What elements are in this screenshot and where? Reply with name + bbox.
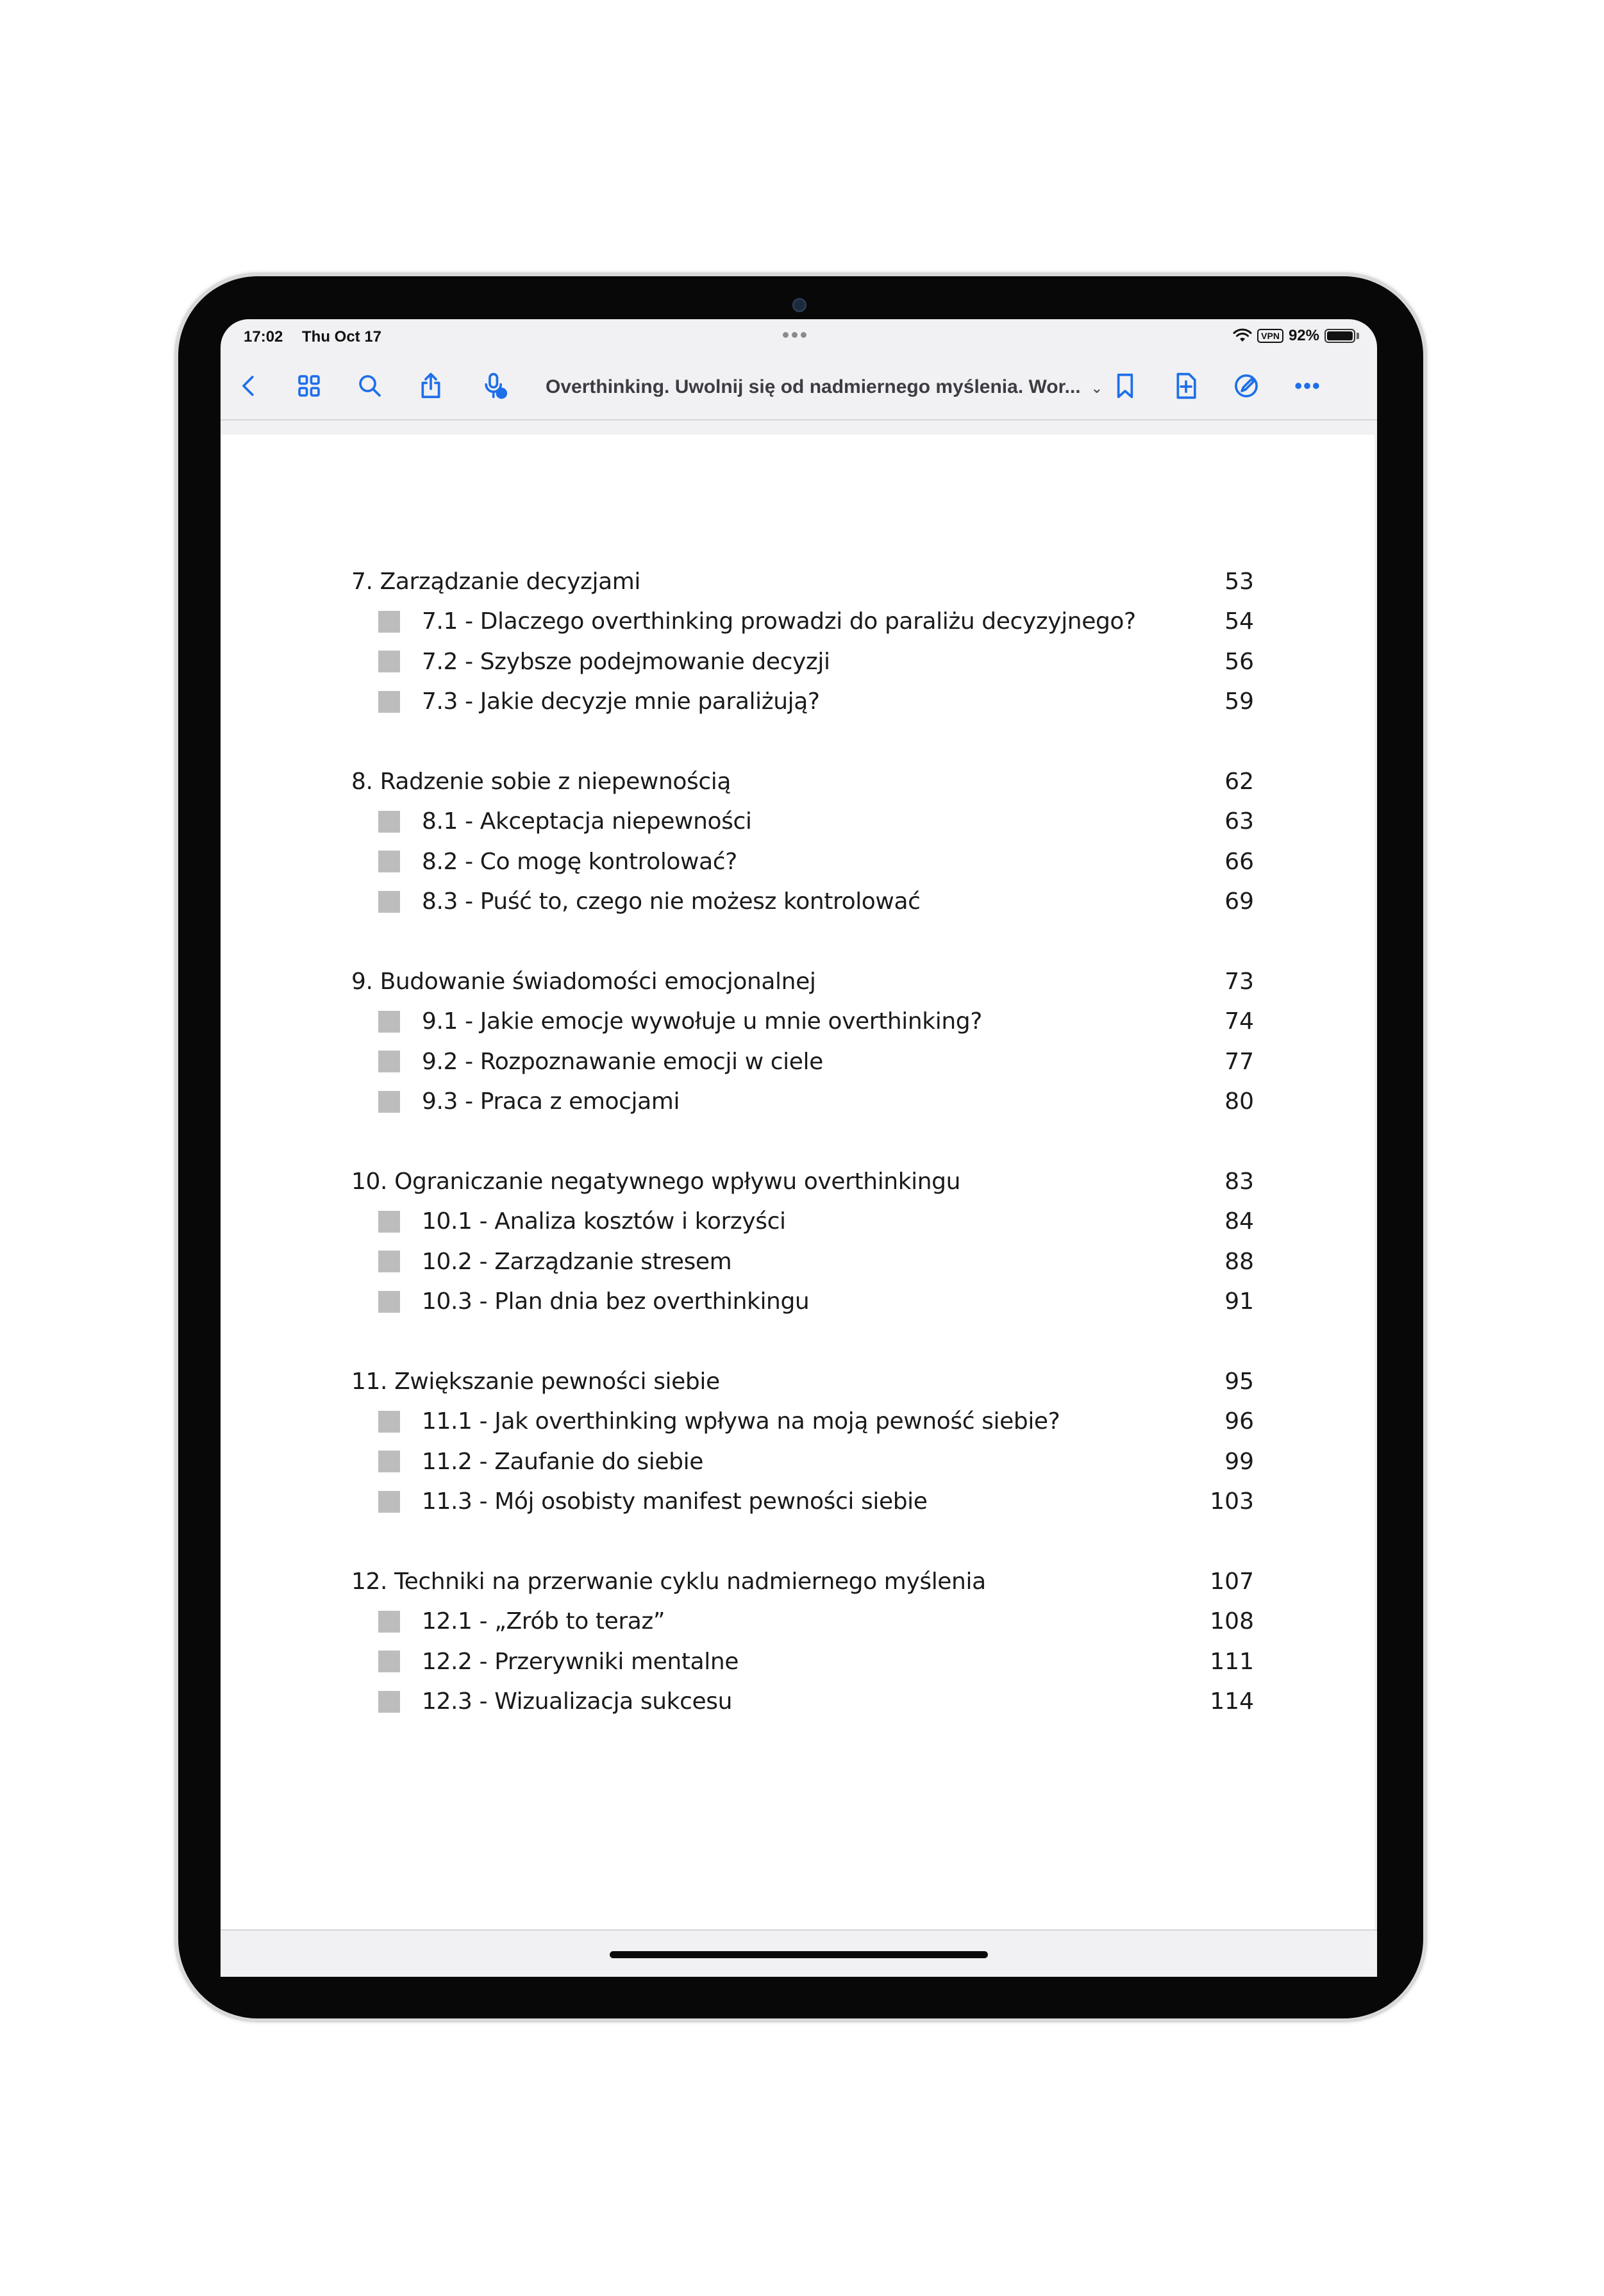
- toc-subsection-title: 12.2 - Przerywniki mentalne: [422, 1648, 739, 1675]
- vpn-badge: VPN: [1257, 329, 1283, 343]
- toc-page-number: 107: [1210, 1568, 1254, 1595]
- screen: [221, 319, 1377, 1976]
- toc-subsection[interactable]: [351, 1442, 1254, 1482]
- toc-subsection[interactable]: [351, 1202, 1254, 1242]
- toc-page-number: 63: [1224, 808, 1254, 835]
- toc-chapter[interactable]: [351, 1561, 1254, 1602]
- back-icon[interactable]: [231, 368, 267, 404]
- toc-page-number: 59: [1224, 688, 1254, 715]
- toc-page-number: 54: [1224, 608, 1254, 635]
- toc-page-number: 108: [1210, 1608, 1254, 1635]
- table-of-contents: [351, 562, 1254, 1761]
- markup-icon[interactable]: [1228, 368, 1264, 404]
- toc-subsection-title: 8.1 - Akceptacja niepewności: [422, 808, 752, 835]
- toc-section: [351, 1361, 1254, 1522]
- square-bullet-icon: [378, 891, 400, 913]
- square-bullet-icon: [378, 1291, 400, 1313]
- toc-subsection[interactable]: [351, 802, 1254, 842]
- toc-subsection-title: 7.1 - Dlaczego overthinking prowadzi do paraliżu decyzyjnego?: [422, 608, 1136, 635]
- toc-chapter-title: 8. Radzenie sobie z niepewnością: [351, 768, 731, 795]
- toc-chapter-title: 7. Zarządzanie decyzjami: [351, 568, 641, 595]
- square-bullet-icon: [378, 611, 400, 633]
- battery-icon: [1324, 329, 1355, 343]
- wifi-icon: [1233, 329, 1252, 343]
- square-bullet-icon: [378, 691, 400, 713]
- document-title-menu[interactable]: [546, 376, 1103, 398]
- share-icon[interactable]: [413, 368, 449, 404]
- toc-page-number: 69: [1224, 888, 1254, 915]
- square-bullet-icon: [378, 1491, 400, 1513]
- toc-subsection[interactable]: [351, 602, 1254, 642]
- toc-subsection-title: 11.1 - Jak overthinking wpływa na moją pewność siebie?: [422, 1408, 1060, 1435]
- status-date: Thu Oct 17: [302, 328, 382, 345]
- square-bullet-icon: [378, 1611, 400, 1633]
- toc-page-number: 114: [1210, 1688, 1254, 1715]
- status-time: 17:02: [244, 328, 283, 345]
- toc-page-number: 77: [1224, 1048, 1254, 1075]
- toc-subsection[interactable]: [351, 1282, 1254, 1322]
- toc-chapter-title: 11. Zwiększanie pewności siebie: [351, 1368, 720, 1395]
- toc-chapter[interactable]: [351, 961, 1254, 1002]
- square-bullet-icon: [378, 651, 400, 672]
- toc-page-number: 66: [1224, 848, 1254, 875]
- document-page[interactable]: [221, 435, 1374, 1929]
- toc-chapter-title: 9. Budowanie świadomości emocjonalnej: [351, 968, 816, 995]
- toc-subsection-title: 8.3 - Puść to, czego nie możesz kontrolować: [422, 888, 921, 915]
- square-bullet-icon: [378, 811, 400, 833]
- front-camera: [792, 298, 806, 312]
- toc-chapter[interactable]: [351, 562, 1254, 602]
- toc-subsection-title: 8.2 - Co mogę kontrolować?: [422, 848, 737, 875]
- toc-subsection[interactable]: [351, 1482, 1254, 1522]
- toc-subsection[interactable]: [351, 1642, 1254, 1682]
- toc-subsection[interactable]: [351, 882, 1254, 922]
- toc-section: [351, 961, 1254, 1122]
- square-bullet-icon: [378, 1411, 400, 1433]
- toc-page-number: 91: [1224, 1288, 1254, 1315]
- toc-page-number: 62: [1224, 768, 1254, 795]
- voice-icon[interactable]: [477, 368, 513, 404]
- toc-subsection-title: 9.3 - Praca z emocjami: [422, 1088, 680, 1115]
- toc-subsection[interactable]: [351, 842, 1254, 882]
- toc-page-number: 80: [1224, 1088, 1254, 1115]
- document-title: Overthinking. Uwolnij się od nadmiernego myślenia. Wor...: [546, 376, 1081, 397]
- toc-page-number: 84: [1224, 1208, 1254, 1235]
- toc-section: [351, 761, 1254, 922]
- toc-page-number: 111: [1210, 1648, 1254, 1675]
- toc-subsection[interactable]: [351, 1042, 1254, 1082]
- square-bullet-icon: [378, 1211, 400, 1233]
- status-indicators: [1233, 327, 1359, 345]
- toc-subsection-title: 9.2 - Rozpoznawanie emocji w ciele: [422, 1048, 823, 1075]
- toc-subsection-title: 10.3 - Plan dnia bez overthinkingu: [422, 1288, 810, 1315]
- search-icon[interactable]: [352, 368, 388, 404]
- toc-subsection[interactable]: [351, 1402, 1254, 1442]
- toc-subsection-title: 7.2 - Szybsze podejmowanie decyzji: [422, 648, 830, 675]
- toc-section: [351, 1561, 1254, 1722]
- toc-page-number: 95: [1224, 1368, 1254, 1395]
- status-bar: [221, 319, 1377, 354]
- toc-section: [351, 562, 1254, 722]
- toc-subsection-title: 10.1 - Analiza kosztów i korzyści: [422, 1208, 786, 1235]
- toc-subsection[interactable]: [351, 1602, 1254, 1642]
- toc-page-number: 74: [1224, 1008, 1254, 1035]
- toc-subsection[interactable]: [351, 642, 1254, 682]
- square-bullet-icon: [378, 1091, 400, 1113]
- toc-subsection-title: 11.3 - Mój osobisty manifest pewności siebie: [422, 1488, 928, 1515]
- toc-page-number: 99: [1224, 1448, 1254, 1475]
- toc-chapter-title: 10. Ograniczanie negatywnego wpływu overthinkingu: [351, 1168, 961, 1195]
- square-bullet-icon: [378, 1451, 400, 1472]
- toc-page-number: 56: [1224, 648, 1254, 675]
- toc-page-number: 96: [1224, 1408, 1254, 1435]
- bookmark-icon[interactable]: [1107, 368, 1143, 404]
- toolbar: [221, 354, 1377, 420]
- square-bullet-icon: [378, 1011, 400, 1033]
- toc-chapter[interactable]: [351, 1161, 1254, 1202]
- toc-subsection-title: 9.1 - Jakie emocje wywołuje u mnie overthinking?: [422, 1008, 982, 1035]
- home-indicator[interactable]: [610, 1951, 988, 1958]
- square-bullet-icon: [378, 1251, 400, 1272]
- add-page-icon[interactable]: [1168, 368, 1204, 404]
- toc-page-number: 88: [1224, 1248, 1254, 1275]
- toc-chapter-title: 12. Techniki na przerwanie cyklu nadmiernego myślenia: [351, 1568, 986, 1595]
- battery-percent: 92%: [1288, 327, 1319, 344]
- toc-subsection[interactable]: [351, 1682, 1254, 1722]
- toc-page-number: 73: [1224, 968, 1254, 995]
- square-bullet-icon: [378, 851, 400, 872]
- toc-subsection-title: 11.2 - Zaufanie do siebie: [422, 1448, 703, 1475]
- square-bullet-icon: [378, 1691, 400, 1713]
- toc-subsection-title: 10.2 - Zarządzanie stresem: [422, 1248, 732, 1275]
- multitasking-handle[interactable]: [783, 332, 806, 338]
- toc-subsection-title: 12.3 - Wizualizacja sukcesu: [422, 1688, 733, 1715]
- toc-chapter[interactable]: [351, 761, 1254, 802]
- toc-subsection-title: 7.3 - Jakie decyzje mnie paraliżują?: [422, 688, 820, 715]
- toc-chapter[interactable]: [351, 1361, 1254, 1402]
- toc-subsection[interactable]: [351, 682, 1254, 722]
- more-icon[interactable]: [1289, 368, 1325, 404]
- toc-page-number: 103: [1210, 1488, 1254, 1515]
- toc-subsection[interactable]: [351, 1082, 1254, 1122]
- toc-section: [351, 1161, 1254, 1322]
- grid-icon[interactable]: [291, 368, 327, 404]
- toc-subsection[interactable]: [351, 1002, 1254, 1042]
- toc-page-number: 53: [1224, 568, 1254, 595]
- toc-subsection-title: 12.1 - „Zrób to teraz”: [422, 1608, 665, 1635]
- chevron-down-icon: ⌄: [1090, 380, 1103, 396]
- square-bullet-icon: [378, 1051, 400, 1072]
- toc-page-number: 83: [1224, 1168, 1254, 1195]
- toc-subsection[interactable]: [351, 1242, 1254, 1282]
- square-bullet-icon: [378, 1651, 400, 1672]
